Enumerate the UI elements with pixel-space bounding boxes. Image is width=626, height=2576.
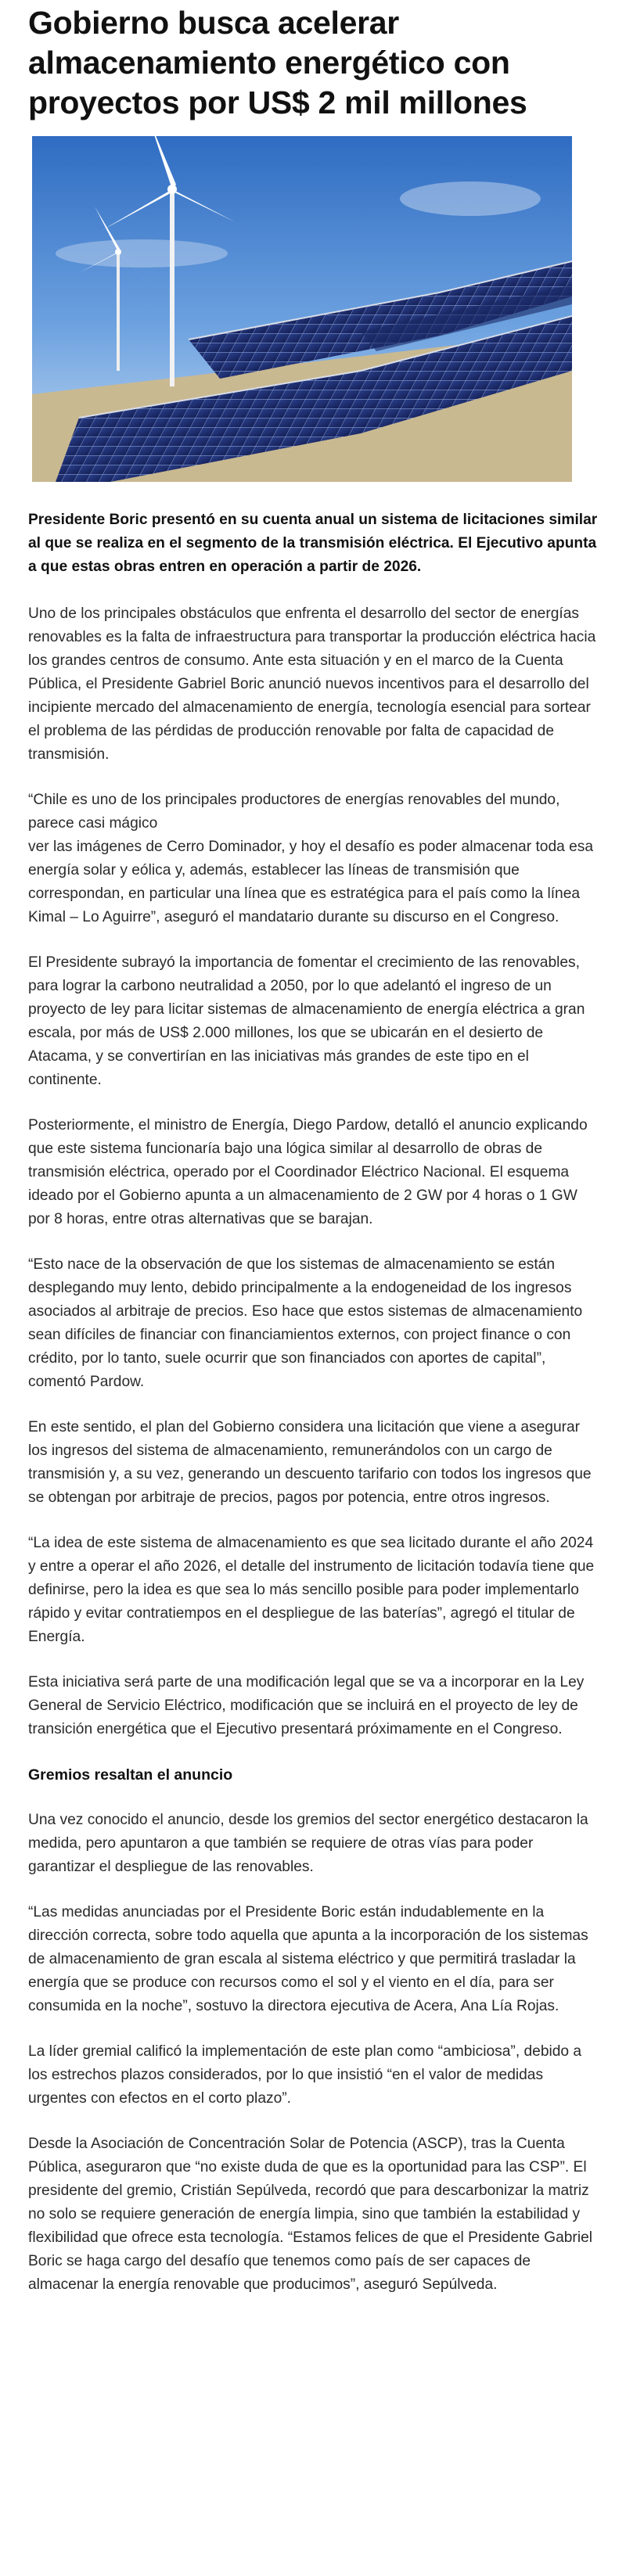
paragraph: Una vez conocido el anuncio, desde los gremios del sector energético destacaron la medida, pero apuntaron a que también se requiere de otras vías para poder garantizar el despliegue de las renovables. (28, 1812, 588, 1875)
paragraph: Desde la Asociación de Concentración Solar de Potencia (ASCP), tras la Cuenta Pública, aseguraron que “no existe duda de que es la oportunidad para las CSP”. El presidente del gremio, Cristián Sepúlveda, recordó que para descarbonizar la matriz no solo se requiere generación de energía limpia, sino que también la estabilidad y flexibilidad que ofrece esta tecnología. “Estamos felices de que el Presidente Gabriel Boric se haga cargo del desafío que tenemos como país de ser capaces de almacenar la energía renovable que producimos”, aseguró Sepúlveda. (28, 2136, 593, 2293)
paragraph: ver las imágenes de Cerro Dominador, y hoy el desafío es poder almacenar toda esa energía solar y eólica y, además, establecer las líneas de transmisión que correspondan, en particular una línea que es estratégica para el país como la línea Kimal – Lo Aguirre”, aseguró el mandatario durante su discurso en el Congreso. (28, 839, 594, 925)
paragraph: “Esto nace de la observación de que los sistemas de almacenamiento se están desplegando muy lento, debido principalmente a la endogeneidad de los ingresos asociados al arbitraje de precios. Eso hace que estos sistemas de almacenamiento sean difíciles de financiar con financiamientos externos, con project finance o con crédito, por lo tanto, suele ocurrir que son financiados con aportes de capital”, comentó Pardow. (28, 1256, 583, 1390)
paragraph: La líder gremial calificó la implementación de este plan como “ambiciosa”, debido a los estrechos plazos considerados, por lo que insistió “en el valor de medidas urgentes con efectos en el corto plazo”. (28, 2043, 582, 2107)
article-body (28, 508, 599, 2319)
paragraph: “Chile es uno de los principales productores de energías renovables del mundo, parece casi mágico (28, 792, 560, 832)
paragraph: Esta iniciativa será parte de una modificación legal que se va a incorporar en la Ley General de Servicio Eléctrico, modificación que se incluirá en el proyecto de ley de transición energética que el Ejecutivo presentará próximamente en el Congreso. (28, 1674, 585, 1737)
solar-wind-photo (32, 136, 572, 482)
paragraph: En este sentido, el plan del Gobierno considera una licitación que viene a asegurar los ingresos del sistema de almacenamiento, remunerándolos con un cargo de transmisión y, a su vez, generando un descuento tarifario con todos los ingresos que se obtengan por arbitraje de precios, pagos por potencia, entre otros ingresos. (28, 1419, 592, 1506)
paragraph: “Las medidas anunciadas por el Presidente Boric están indudablemente en la dirección correcta, sobre todo aquella que apunta a la incorporación de los sistemas de almacenamiento de gran escala al sistema eléctrico y que permitirá trasladar la energía que se produce con recursos como el sol y el viento en el día, para ser consumida en la noche”, sostuvo la directora ejecutiva de Acera, Ana Lía Rojas. (28, 1904, 588, 2014)
article-lead: Presidente Boric presentó en su cuenta anual un sistema de licitaciones similar al que se realiza en el segmento de la transmisión eléctrica. El Ejecutivo apunta a que estas obras entren en operación a partir de 2026. (28, 512, 598, 575)
paragraph: El Presidente subrayó la importancia de fomentar el crecimiento de las renovables, para lograr la carbono neutralidad a 2050, por lo que adelantó el ingreso de un proyecto de ley para licitar sistemas de almacenamiento de energía eléctrica a gran escala, por más de US$ 2.000 millones, los que se ubicarán en el desierto de Atacama, y se convertirían en las iniciativas más grandes de este tipo en el continente. (28, 954, 585, 1088)
article-title: Gobierno busca acelerar almacenamiento energético con proyectos por US$ 2 mil millones (28, 5, 527, 120)
paragraph: “La idea de este sistema de almacenamiento es que sea licitado durante el año 2024 y entre a operar el año 2026, el detalle del instrumento de licitación todavía tiene que definirse, pero la idea es que sea lo más sencillo posible para poder implementarlo rápido y evitar contratiempos en el despliegue de las baterías”, agregó el titular de Energía. (28, 1535, 595, 1645)
hero-image (32, 136, 572, 482)
section-heading: Gremios resaltan el anuncio (28, 1766, 233, 1784)
paragraph: Uno de los principales obstáculos que enfrenta el desarrollo del sector de energías renovables es la falta de infraestructura para transportar la producción eléctrica hacia los grandes centros de consumo. Ante esta situación y en el marco de la Cuenta Pública, el Presidente Gabriel Boric anunció nuevos incentivos para el desarrollo del incipiente mercado del almacenamiento de energía, tecnología esencial para sortear el problema de las pérdidas de producción renovable por falta de capacidad de transmisión. (28, 605, 596, 763)
article-header (28, 0, 599, 123)
paragraph: Posteriormente, el ministro de Energía, Diego Pardow, detalló el anuncio explicando que este sistema funcionaría bajo una lógica similar al desarrollo de obras de transmisión eléctrica, operado por el Coordinador Eléctrico Nacional. El esquema ideado por el Gobierno apunta a un almacenamiento de 2 GW por 4 horas o 1 GW por 8 horas, entre otras alternativas que se barajan. (28, 1117, 588, 1227)
